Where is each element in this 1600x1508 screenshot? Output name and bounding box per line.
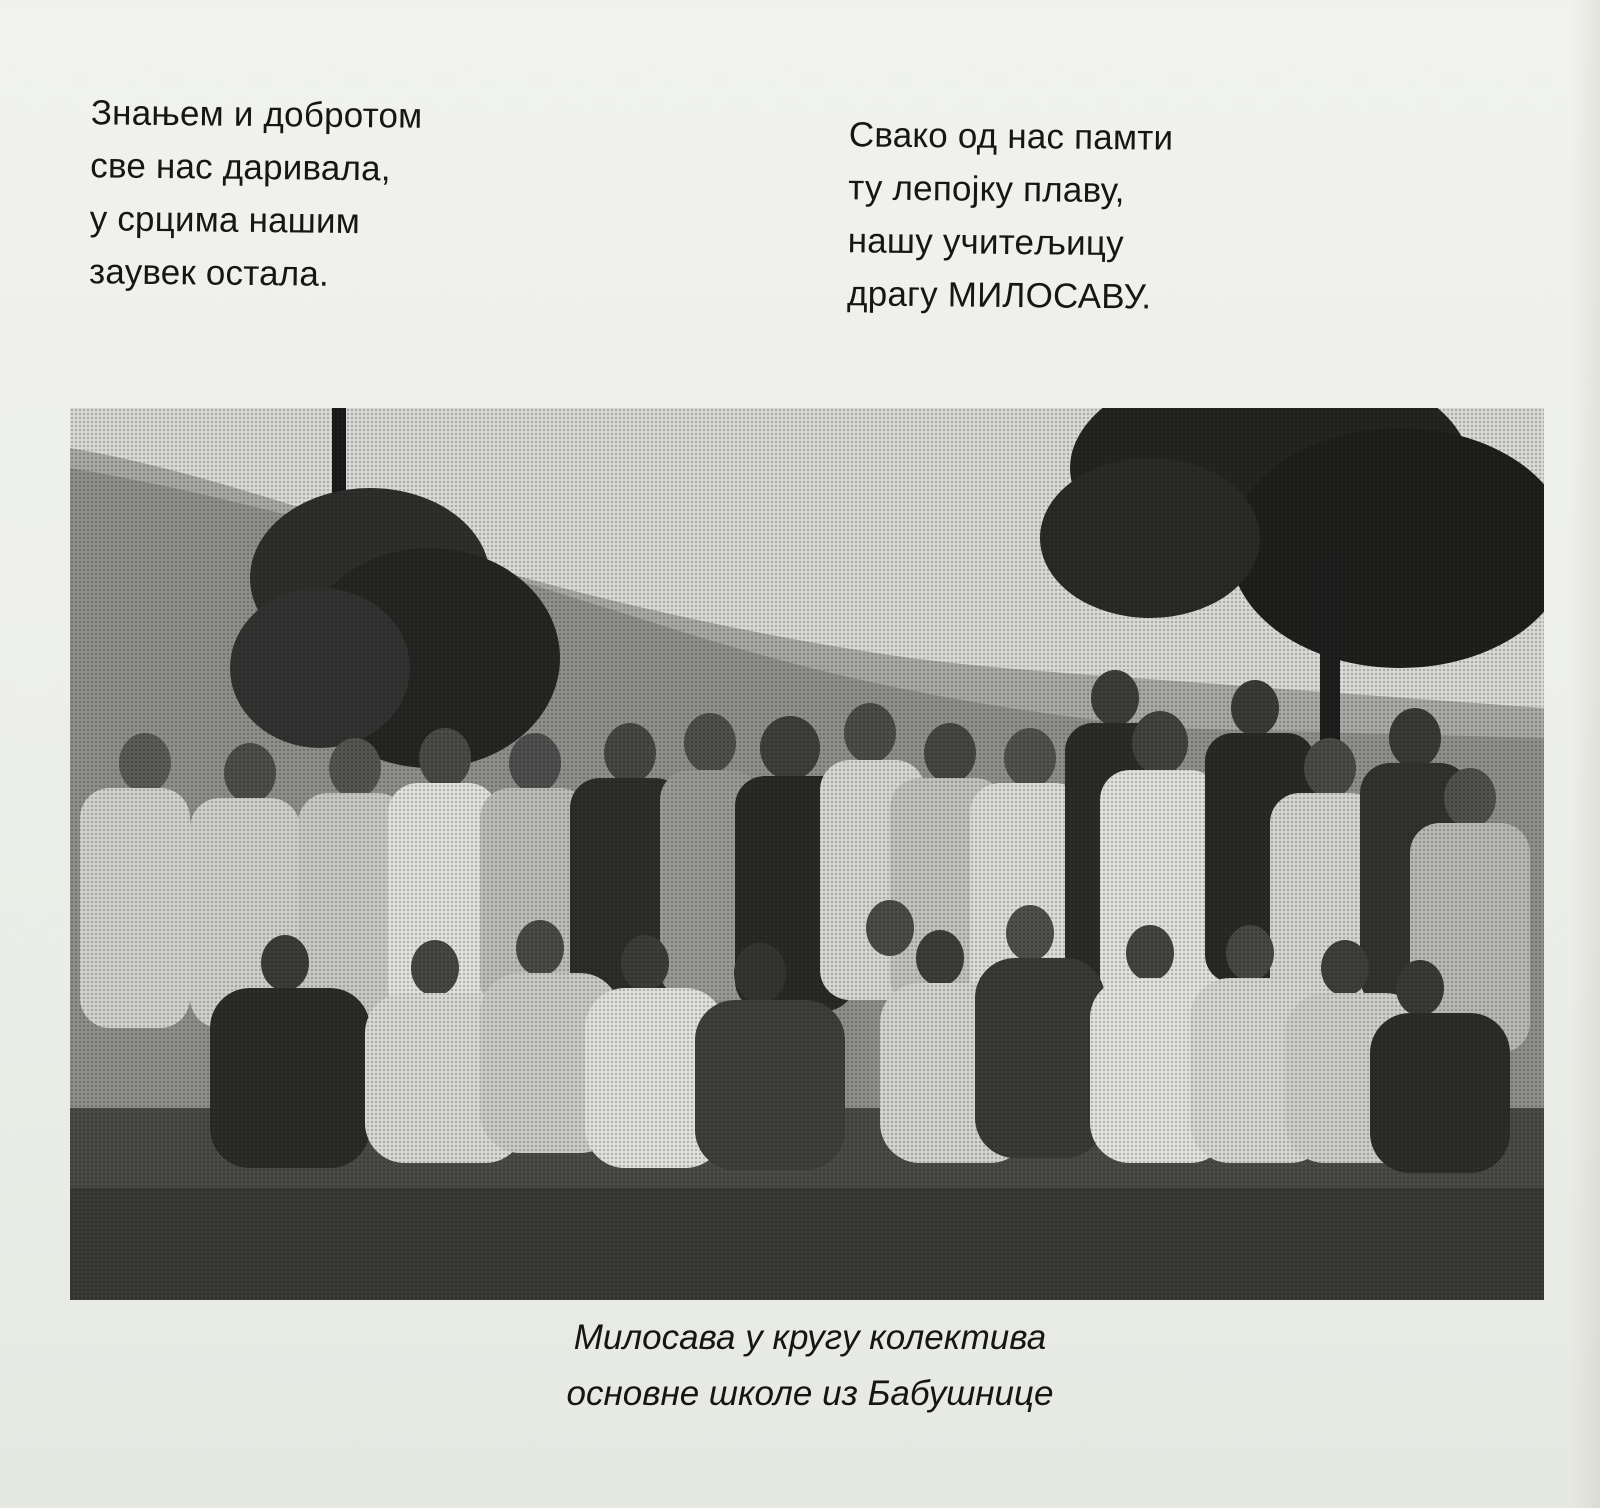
caption-line: основне школе из Бабушнице — [566, 1374, 1054, 1413]
group-photo-icon — [70, 408, 1544, 1300]
poem-left-line: све нас даривала, — [90, 146, 391, 189]
page-edge — [1570, 0, 1600, 1508]
poem-right-line: нашу учитељицу — [847, 221, 1125, 264]
poem-left-line: у срцима нашим — [89, 199, 361, 242]
poem-left-line: заувек остала. — [88, 252, 330, 294]
poem-right — [847, 108, 1174, 323]
poem-right-line: ту лепојку плаву, — [848, 168, 1125, 211]
poem-right-line: Свако од нас памти — [848, 115, 1174, 158]
poem-left-line: Знањем и добротом — [90, 93, 423, 136]
poem-right-line: драгу МИЛОСАВУ. — [846, 274, 1152, 317]
group-photo — [70, 408, 1544, 1300]
photo-caption — [0, 1310, 1600, 1422]
poem-left — [89, 86, 423, 301]
caption-line: Милосава у кругу колектива — [573, 1318, 1047, 1357]
